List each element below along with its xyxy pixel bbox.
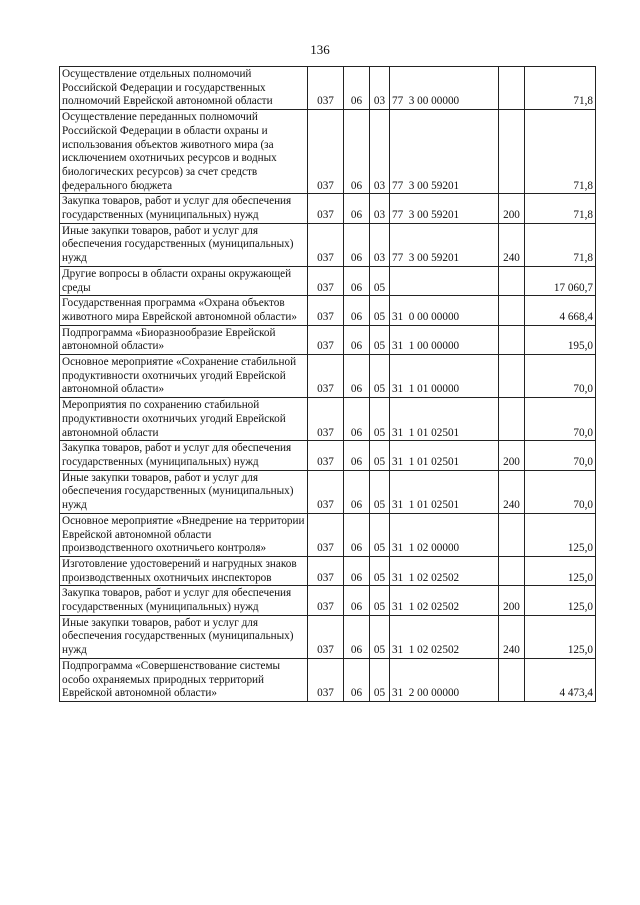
expense-type-code-cell: 200 [499, 194, 525, 223]
subsection-code-cell: 05 [370, 296, 390, 325]
target-item-code-cell: 31 1 02 02502 [390, 586, 499, 615]
subsection-code-cell: 05 [370, 586, 390, 615]
target-item-code-cell: 31 1 02 02502 [390, 615, 499, 658]
section-code-cell: 06 [344, 266, 370, 295]
item-name-cell: Осуществление отдельных полномочий Российской Федерации и государственных полномочий Еврейской автономной области [60, 67, 308, 110]
section-code-cell: 06 [344, 513, 370, 556]
admin-code-cell: 037 [308, 110, 344, 194]
admin-code-cell: 037 [308, 296, 344, 325]
table-row [60, 658, 596, 701]
admin-code-cell: 037 [308, 355, 344, 398]
expense-type-code-cell: 200 [499, 586, 525, 615]
target-item-code-cell: 77 3 00 59201 [390, 223, 499, 266]
section-code-cell: 06 [344, 556, 370, 585]
amount-cell: 71,8 [525, 194, 596, 223]
item-name-cell: Закупка товаров, работ и услуг для обеспечения государственных (муниципальных) нужд [60, 586, 308, 615]
admin-code-cell: 037 [308, 441, 344, 470]
amount-cell: 195,0 [525, 325, 596, 354]
expense-type-code-cell [499, 658, 525, 701]
target-item-code-cell: 31 0 00 00000 [390, 296, 499, 325]
item-name-cell: Основное мероприятие «Сохранение стабильной продуктивности охотничьих угодий Еврейской автономной области» [60, 355, 308, 398]
section-code-cell: 06 [344, 296, 370, 325]
target-item-code-cell: 31 2 00 00000 [390, 658, 499, 701]
amount-cell: 71,8 [525, 110, 596, 194]
target-item-code-cell: 31 1 01 02501 [390, 470, 499, 513]
amount-cell: 125,0 [525, 556, 596, 585]
expense-type-code-cell: 240 [499, 615, 525, 658]
amount-cell: 4 668,4 [525, 296, 596, 325]
admin-code-cell: 037 [308, 556, 344, 585]
amount-cell: 4 473,4 [525, 658, 596, 701]
subsection-code-cell: 03 [370, 67, 390, 110]
subsection-code-cell: 05 [370, 470, 390, 513]
item-name-cell: Изготовление удостоверений и нагрудных знаков производственных охотничьих инспекторов [60, 556, 308, 585]
table-row [60, 556, 596, 585]
amount-cell: 70,0 [525, 470, 596, 513]
expense-type-code-cell: 200 [499, 441, 525, 470]
subsection-code-cell: 05 [370, 513, 390, 556]
section-code-cell: 06 [344, 658, 370, 701]
section-code-cell: 06 [344, 110, 370, 194]
subsection-code-cell: 05 [370, 325, 390, 354]
table-row [60, 470, 596, 513]
section-code-cell: 06 [344, 470, 370, 513]
section-code-cell: 06 [344, 67, 370, 110]
budget-table-body [60, 67, 596, 702]
table-row [60, 194, 596, 223]
item-name-cell: Государственная программа «Охрана объектов животного мира Еврейской автономной области» [60, 296, 308, 325]
amount-cell: 70,0 [525, 441, 596, 470]
amount-cell: 71,8 [525, 223, 596, 266]
section-code-cell: 06 [344, 398, 370, 441]
section-code-cell: 06 [344, 615, 370, 658]
table-row [60, 615, 596, 658]
target-item-code-cell: 77 3 00 00000 [390, 67, 499, 110]
item-name-cell: Подпрограмма «Биоразнообразие Еврейской автономной области» [60, 325, 308, 354]
expense-type-code-cell [499, 110, 525, 194]
section-code-cell: 06 [344, 441, 370, 470]
table-row [60, 441, 596, 470]
admin-code-cell: 037 [308, 223, 344, 266]
admin-code-cell: 037 [308, 266, 344, 295]
admin-code-cell: 037 [308, 470, 344, 513]
amount-cell: 71,8 [525, 67, 596, 110]
subsection-code-cell: 05 [370, 441, 390, 470]
item-name-cell: Осуществление переданных полномочий Российской Федерации в области охраны и использования объектов животного мира (за исключением охотничьих ресурсов и водных биологических ресурсов) за счет средств федерального бюджета [60, 110, 308, 194]
table-row [60, 586, 596, 615]
subsection-code-cell: 05 [370, 266, 390, 295]
expense-type-code-cell: 240 [499, 470, 525, 513]
item-name-cell: Иные закупки товаров, работ и услуг для обеспечения государственных (муниципальных) нужд [60, 470, 308, 513]
section-code-cell: 06 [344, 355, 370, 398]
subsection-code-cell: 05 [370, 398, 390, 441]
admin-code-cell: 037 [308, 194, 344, 223]
target-item-code-cell: 31 1 01 02501 [390, 441, 499, 470]
admin-code-cell: 037 [308, 615, 344, 658]
table-row [60, 223, 596, 266]
table-row [60, 110, 596, 194]
item-name-cell: Мероприятия по сохранению стабильной продуктивности охотничьих угодий Еврейской автономной области [60, 398, 308, 441]
admin-code-cell: 037 [308, 658, 344, 701]
table-row [60, 296, 596, 325]
table-row [60, 398, 596, 441]
expense-type-code-cell [499, 67, 525, 110]
item-name-cell: Иные закупки товаров, работ и услуг для обеспечения государственных (муниципальных) нужд [60, 223, 308, 266]
admin-code-cell: 037 [308, 398, 344, 441]
expense-type-code-cell [499, 266, 525, 295]
expense-type-code-cell [499, 325, 525, 354]
subsection-code-cell: 05 [370, 658, 390, 701]
item-name-cell: Иные закупки товаров, работ и услуг для обеспечения государственных (муниципальных) нужд [60, 615, 308, 658]
table-row [60, 266, 596, 295]
amount-cell: 125,0 [525, 586, 596, 615]
amount-cell: 125,0 [525, 513, 596, 556]
amount-cell: 70,0 [525, 398, 596, 441]
item-name-cell: Основное мероприятие «Внедрение на территории Еврейской автономной области производственного охотничьего контроля» [60, 513, 308, 556]
table-row [60, 513, 596, 556]
target-item-code-cell [390, 266, 499, 295]
target-item-code-cell: 31 1 00 00000 [390, 325, 499, 354]
budget-table [59, 66, 596, 702]
target-item-code-cell: 31 1 02 02502 [390, 556, 499, 585]
subsection-code-cell: 05 [370, 355, 390, 398]
subsection-code-cell: 03 [370, 223, 390, 266]
target-item-code-cell: 31 1 01 00000 [390, 355, 499, 398]
subsection-code-cell: 03 [370, 194, 390, 223]
table-row [60, 325, 596, 354]
expense-type-code-cell [499, 398, 525, 441]
amount-cell: 125,0 [525, 615, 596, 658]
section-code-cell: 06 [344, 223, 370, 266]
admin-code-cell: 037 [308, 67, 344, 110]
subsection-code-cell: 05 [370, 556, 390, 585]
target-item-code-cell: 31 1 01 02501 [390, 398, 499, 441]
amount-cell: 17 060,7 [525, 266, 596, 295]
page-number: 136 [310, 42, 330, 57]
item-name-cell: Другие вопросы в области охраны окружающей среды [60, 266, 308, 295]
expense-type-code-cell [499, 296, 525, 325]
expense-type-code-cell: 240 [499, 223, 525, 266]
subsection-code-cell: 03 [370, 110, 390, 194]
target-item-code-cell: 77 3 00 59201 [390, 110, 499, 194]
table-row [60, 355, 596, 398]
admin-code-cell: 037 [308, 586, 344, 615]
item-name-cell: Закупка товаров, работ и услуг для обеспечения государственных (муниципальных) нужд [60, 194, 308, 223]
item-name-cell: Закупка товаров, работ и услуг для обеспечения государственных (муниципальных) нужд [60, 441, 308, 470]
target-item-code-cell: 31 1 02 00000 [390, 513, 499, 556]
admin-code-cell: 037 [308, 513, 344, 556]
section-code-cell: 06 [344, 325, 370, 354]
expense-type-code-cell [499, 556, 525, 585]
section-code-cell: 06 [344, 586, 370, 615]
subsection-code-cell: 05 [370, 615, 390, 658]
table-row [60, 67, 596, 110]
amount-cell: 70,0 [525, 355, 596, 398]
target-item-code-cell: 77 3 00 59201 [390, 194, 499, 223]
item-name-cell: Подпрограмма «Совершенствование системы особо охраняемых природных территорий Еврейской автономной области» [60, 658, 308, 701]
admin-code-cell: 037 [308, 325, 344, 354]
expense-type-code-cell [499, 355, 525, 398]
section-code-cell: 06 [344, 194, 370, 223]
expense-type-code-cell [499, 513, 525, 556]
